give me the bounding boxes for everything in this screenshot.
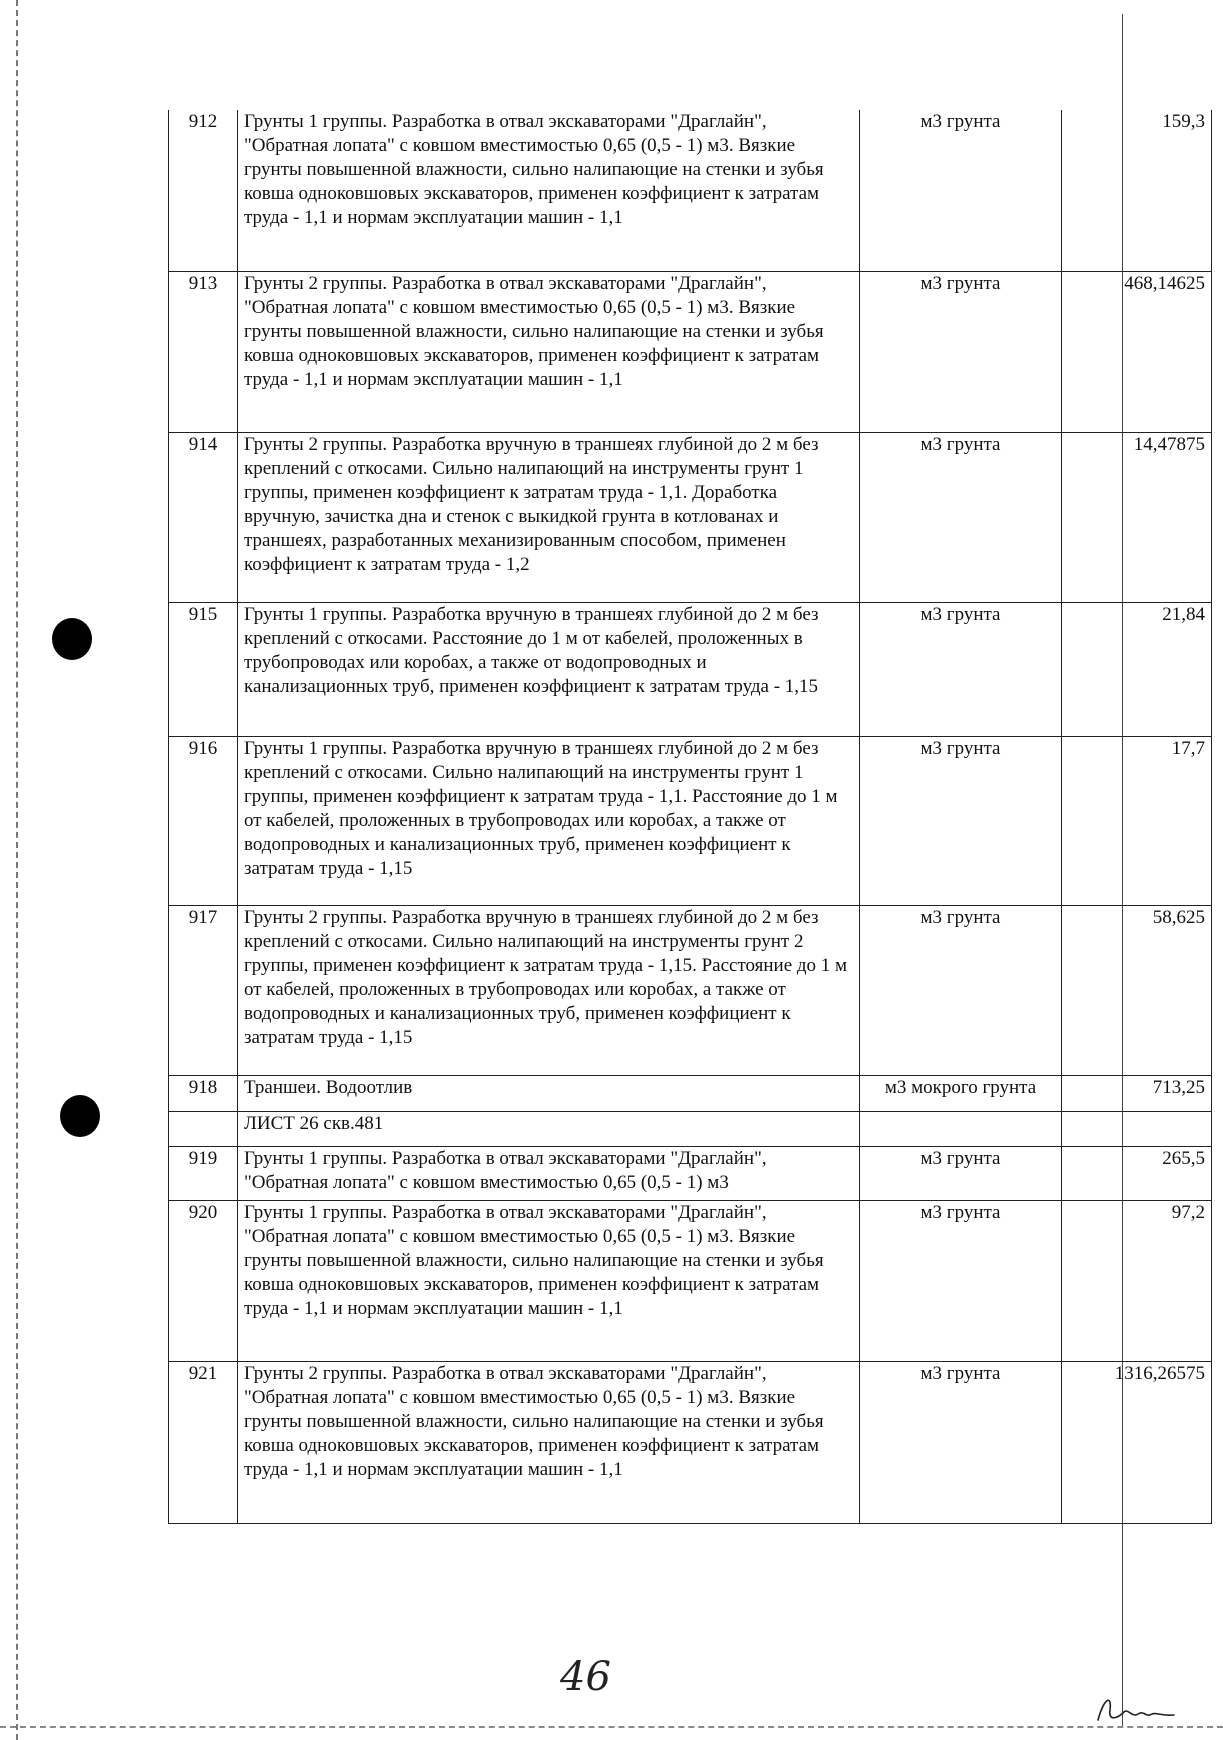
row-number: 921 xyxy=(169,1361,238,1523)
estimate-table xyxy=(168,110,1212,1524)
table-row xyxy=(169,1146,1212,1200)
row-number: 913 xyxy=(169,271,238,432)
quantity: 265,5 xyxy=(1062,1146,1212,1200)
unit-of-measure: м3 грунта xyxy=(860,905,1062,1075)
section-qty-cell xyxy=(1062,1111,1212,1146)
quantity: 713,25 xyxy=(1062,1075,1212,1111)
work-description: Грунты 2 группы. Разработка вручную в траншеях глубиной до 2 м без креплений с откосами. Сильно налипающий на инструменты грунт 1 группы, применен коэффициент к затратам труда - 1,1. Доработка вручную, зачистка дна и стенок с выкидкой грунта в котлованах и траншеях, разработанных механизированным способом, применен коэффициент к затратам труда - 1,2 xyxy=(238,432,860,602)
unit-of-measure: м3 грунта xyxy=(860,1146,1062,1200)
quantity: 21,84 xyxy=(1062,602,1212,736)
table-row xyxy=(169,1361,1212,1523)
unit-of-measure: м3 грунта xyxy=(860,1200,1062,1361)
unit-of-measure: м3 грунта xyxy=(860,432,1062,602)
unit-of-measure: м3 грунта xyxy=(860,736,1062,905)
quantity: 17,7 xyxy=(1062,736,1212,905)
row-number: 918 xyxy=(169,1075,238,1111)
work-description: Грунты 1 группы. Разработка в отвал экскаваторами "Драглайн", "Обратная лопата" с ковшом вместимостью 0,65 (0,5 - 1) м3 xyxy=(238,1146,860,1200)
quantity: 1316,26575 xyxy=(1062,1361,1212,1523)
work-description: Грунты 2 группы. Разработка в отвал экскаваторами "Драглайн", "Обратная лопата" с ковшом вместимостью 0,65 (0,5 - 1) м3. Вязкие грунты повышенной влажности, сильно налипающие на стенки и зубья ковша одноковшовых экскаваторов, применен коэффициент к затратам труда - 1,1 и нормам эксплуатации машин - 1,1 xyxy=(238,271,860,432)
work-description: Грунты 1 группы. Разработка в отвал экскаваторами "Драглайн", "Обратная лопата" с ковшом вместимостью 0,65 (0,5 - 1) м3. Вязкие грунты повышенной влажности, сильно налипающие на стенки и зубья ковша одноковшовых экскаваторов, применен коэффициент к затратам труда - 1,1 и нормам эксплуатации машин - 1,1 xyxy=(238,1200,860,1361)
signature xyxy=(1090,1688,1180,1728)
table-row xyxy=(169,110,1212,271)
row-number: 912 xyxy=(169,110,238,271)
punch-hole xyxy=(52,618,92,660)
quantity: 97,2 xyxy=(1062,1200,1212,1361)
section-row xyxy=(169,1111,1212,1146)
page-edge-left xyxy=(16,0,18,1740)
work-description: Грунты 1 группы. Разработка вручную в траншеях глубиной до 2 м без креплений с откосами. Расстояние до 1 м от кабелей, проложенных в трубопроводах или коробах, а также от водопроводных и канализационных труб, применен коэффициент к затратам труда - 1,15 xyxy=(238,602,860,736)
table-row xyxy=(169,905,1212,1075)
row-number: 914 xyxy=(169,432,238,602)
row-number: 919 xyxy=(169,1146,238,1200)
table-row xyxy=(169,602,1212,736)
table-row xyxy=(169,1075,1212,1111)
work-description: Грунты 1 группы. Разработка вручную в траншеях глубиной до 2 м без креплений с откосами. Сильно налипающий на инструменты грунт 1 группы, применен коэффициент к затратам труда - 1,1. Расстояние до 1 м от кабелей, проложенных в трубопроводах или коробах, а также от водопроводных и канализационных труб, применен коэффициент к затратам труда - 1,15 xyxy=(238,736,860,905)
section-title: ЛИСТ 26 скв.481 xyxy=(238,1111,860,1146)
section-number-cell xyxy=(169,1111,238,1146)
row-number: 917 xyxy=(169,905,238,1075)
unit-of-measure: м3 грунта xyxy=(860,1361,1062,1523)
page-edge-bottom xyxy=(0,1726,1223,1728)
quantity: 159,3 xyxy=(1062,110,1212,271)
unit-of-measure: м3 мокрого грунта xyxy=(860,1075,1062,1111)
table-row xyxy=(169,1200,1212,1361)
row-number: 916 xyxy=(169,736,238,905)
table-row xyxy=(169,432,1212,602)
table-row xyxy=(169,271,1212,432)
page-number: 46 xyxy=(560,1654,611,1700)
unit-of-measure: м3 грунта xyxy=(860,110,1062,271)
table-row xyxy=(169,736,1212,905)
quantity: 468,14625 xyxy=(1062,271,1212,432)
punch-hole xyxy=(60,1095,100,1137)
row-number: 915 xyxy=(169,602,238,736)
work-description: Траншеи. Водоотлив xyxy=(238,1075,860,1111)
unit-of-measure: м3 грунта xyxy=(860,271,1062,432)
work-description: Грунты 2 группы. Разработка в отвал экскаваторами "Драглайн", "Обратная лопата" с ковшом вместимостью 0,65 (0,5 - 1) м3. Вязкие грунты повышенной влажности, сильно налипающие на стенки и зубья ковша одноковшовых экскаваторов, применен коэффициент к затратам труда - 1,1 и нормам эксплуатации машин - 1,1 xyxy=(238,1361,860,1523)
work-description: Грунты 2 группы. Разработка вручную в траншеях глубиной до 2 м без креплений с откосами. Сильно налипающий на инструменты грунт 2 группы, применен коэффициент к затратам труда - 1,15. Расстояние до 1 м от кабелей, проложенных в трубопроводах или коробах, а также от водопроводных и канализационных труб, применен коэффициент к затратам труда - 1,15 xyxy=(238,905,860,1075)
quantity: 58,625 xyxy=(1062,905,1212,1075)
unit-of-measure: м3 грунта xyxy=(860,602,1062,736)
section-unit-cell xyxy=(860,1111,1062,1146)
row-number: 920 xyxy=(169,1200,238,1361)
work-description: Грунты 1 группы. Разработка в отвал экскаваторами "Драглайн", "Обратная лопата" с ковшом вместимостью 0,65 (0,5 - 1) м3. Вязкие грунты повышенной влажности, сильно налипающие на стенки и зубья ковша одноковшовых экскаваторов, применен коэффициент к затратам труда - 1,1 и нормам эксплуатации машин - 1,1 xyxy=(238,110,860,271)
quantity: 14,47875 xyxy=(1062,432,1212,602)
